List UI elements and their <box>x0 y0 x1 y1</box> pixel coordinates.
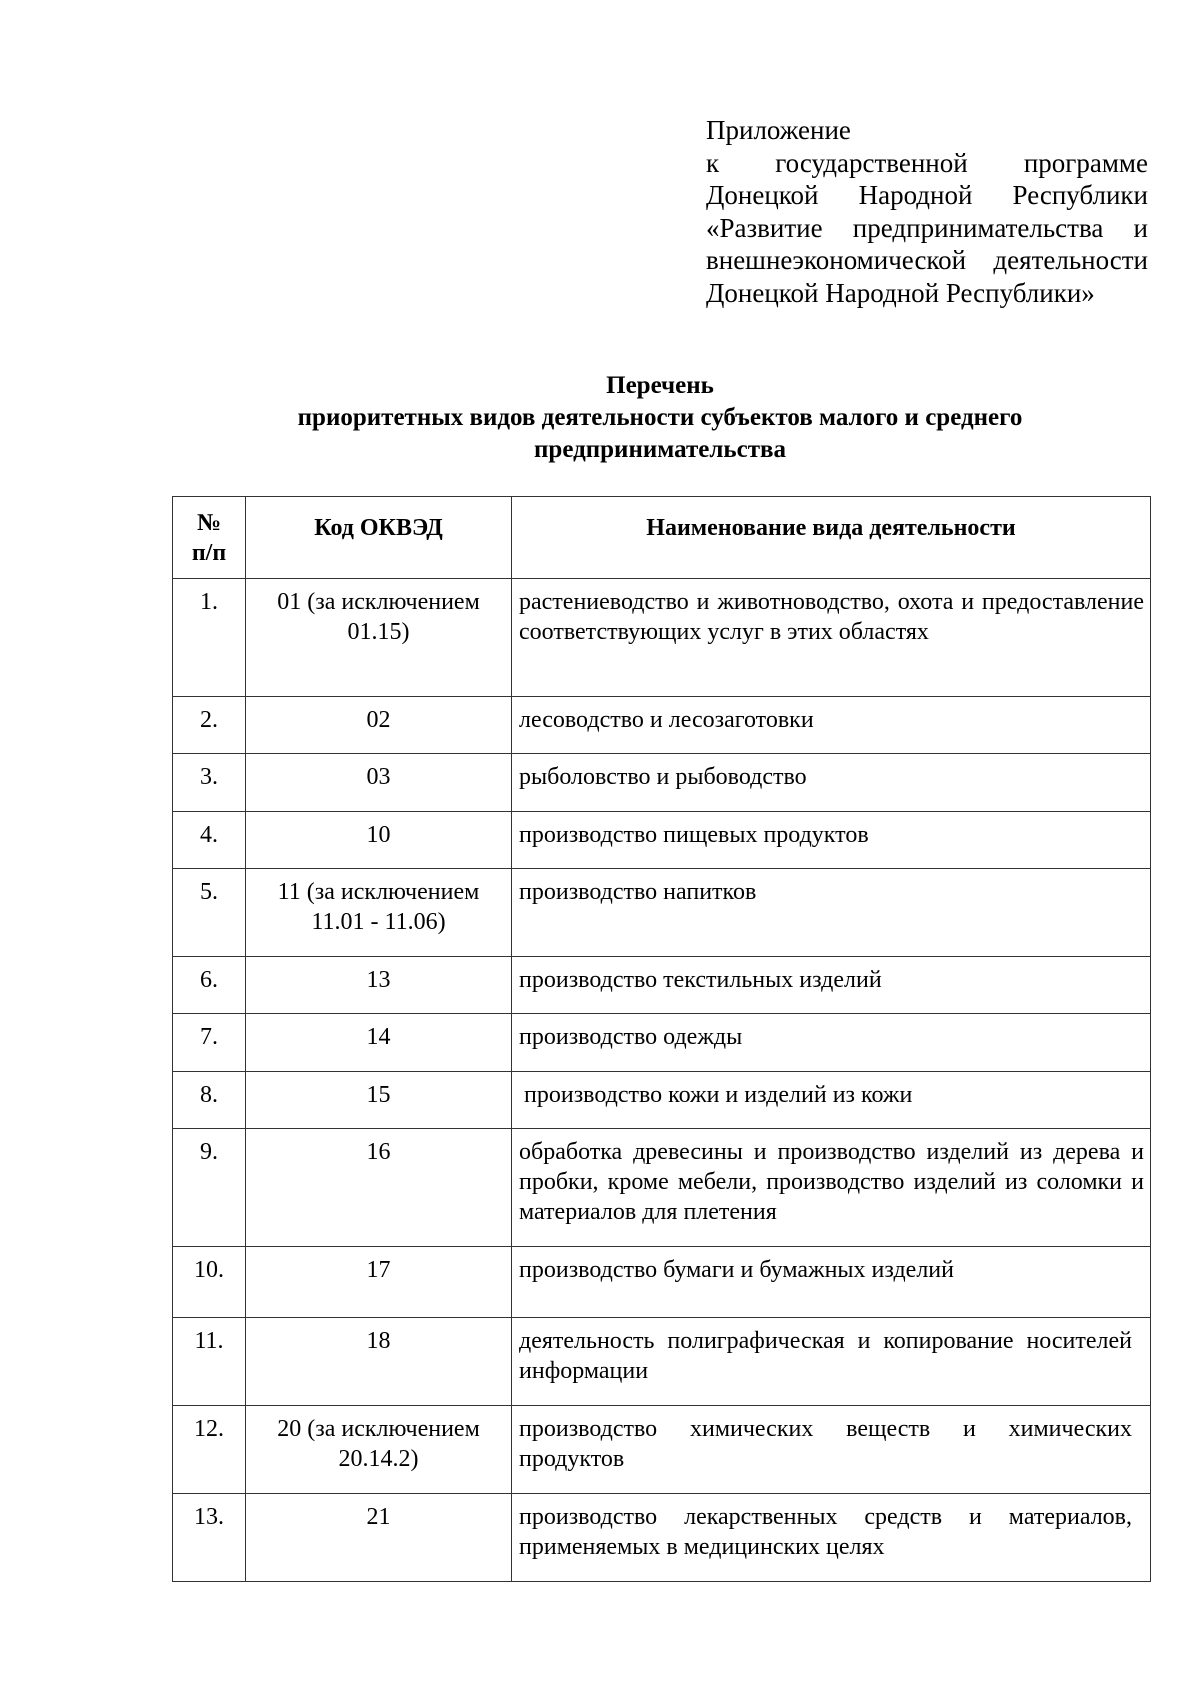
table-row <box>173 754 1151 812</box>
row-num: 1. <box>173 579 246 697</box>
table-row <box>173 1406 1151 1494</box>
appendix-line: Донецкой Народной Республики» <box>706 277 1095 308</box>
row-name: производство напитков <box>512 869 1151 957</box>
appendix-line: Донецкой Народной Республики <box>706 180 1148 210</box>
appendix-block <box>706 114 1148 309</box>
row-num: 13. <box>173 1494 246 1582</box>
appendix-line: «Развитие предпринимательства и <box>706 212 1148 243</box>
row-code: 17 <box>246 1247 512 1318</box>
table-row <box>173 579 1151 697</box>
row-code: 03 <box>246 754 512 812</box>
row-num: 11. <box>173 1318 246 1406</box>
row-name: производство химических веществ и химических продуктов <box>512 1406 1151 1494</box>
appendix-line: внешнеэкономической деятельности <box>706 245 1148 275</box>
header-code: Код ОКВЭД <box>246 497 512 579</box>
row-code: 20 (за исключением 20.14.2) <box>246 1406 512 1494</box>
appendix-line: к государственной программе <box>706 147 1148 178</box>
header-num <box>173 497 246 579</box>
row-num: 6. <box>173 957 246 1014</box>
row-num: 3. <box>173 754 246 812</box>
row-num: 2. <box>173 697 246 754</box>
header-num-line1: № <box>196 509 222 536</box>
row-name: производство кожи и изделий из кожи <box>512 1072 1151 1129</box>
row-code: 14 <box>246 1014 512 1072</box>
row-name: лесоводство и лесозаготовки <box>512 697 1151 754</box>
row-name: обработка древесины и производство изделий из дерева и пробки, кроме мебели, производство изделий из соломки и материалов для плетения <box>512 1129 1151 1247</box>
table-row <box>173 869 1151 957</box>
title-line-3: предпринимательства <box>534 436 786 463</box>
appendix-line: Приложение <box>706 115 851 145</box>
row-code: 18 <box>246 1318 512 1406</box>
row-name: производство текстильных изделий <box>512 957 1151 1014</box>
row-num: 8. <box>173 1072 246 1129</box>
row-code: 21 <box>246 1494 512 1582</box>
row-num: 7. <box>173 1014 246 1072</box>
header-name: Наименование вида деятельности <box>512 497 1151 579</box>
row-num: 5. <box>173 869 246 957</box>
title-line-1: Перечень <box>606 372 714 399</box>
row-name: производство лекарственных средств и материалов, применяемых в медицинских целях <box>512 1494 1151 1582</box>
table-row <box>173 812 1151 869</box>
document-title <box>170 370 1150 466</box>
row-code: 01 (за исключением 01.15) <box>246 579 512 697</box>
table-row <box>173 1129 1151 1247</box>
row-name: растениеводство и животноводство, охота и предоставление соответствующих услуг в этих областях <box>512 579 1151 697</box>
row-name: рыболовство и рыбоводство <box>512 754 1151 812</box>
row-code: 11 (за исключением 11.01 - 11.06) <box>246 869 512 957</box>
table-row <box>173 957 1151 1014</box>
table-row <box>173 1072 1151 1129</box>
row-code: 10 <box>246 812 512 869</box>
row-name: производство бумаги и бумажных изделий <box>512 1247 1151 1318</box>
row-name: производство одежды <box>512 1014 1151 1072</box>
row-name: деятельность полиграфическая и копирование носителей информации <box>512 1318 1151 1406</box>
table-header-row <box>173 497 1151 579</box>
table-row <box>173 1014 1151 1072</box>
row-num: 9. <box>173 1129 246 1247</box>
row-code: 16 <box>246 1129 512 1247</box>
activities-table <box>172 496 1151 1582</box>
title-line-2: приоритетных видов деятельности субъектов малого и среднего <box>297 404 1023 431</box>
row-num: 12. <box>173 1406 246 1494</box>
row-num: 4. <box>173 812 246 869</box>
header-num-line2: п/п <box>191 539 227 566</box>
row-code: 02 <box>246 697 512 754</box>
table-row <box>173 1318 1151 1406</box>
table-row <box>173 1494 1151 1582</box>
table-row <box>173 697 1151 754</box>
row-code: 15 <box>246 1072 512 1129</box>
row-name: производство пищевых продуктов <box>512 812 1151 869</box>
row-num: 10. <box>173 1247 246 1318</box>
table-row <box>173 1247 1151 1318</box>
row-code: 13 <box>246 957 512 1014</box>
